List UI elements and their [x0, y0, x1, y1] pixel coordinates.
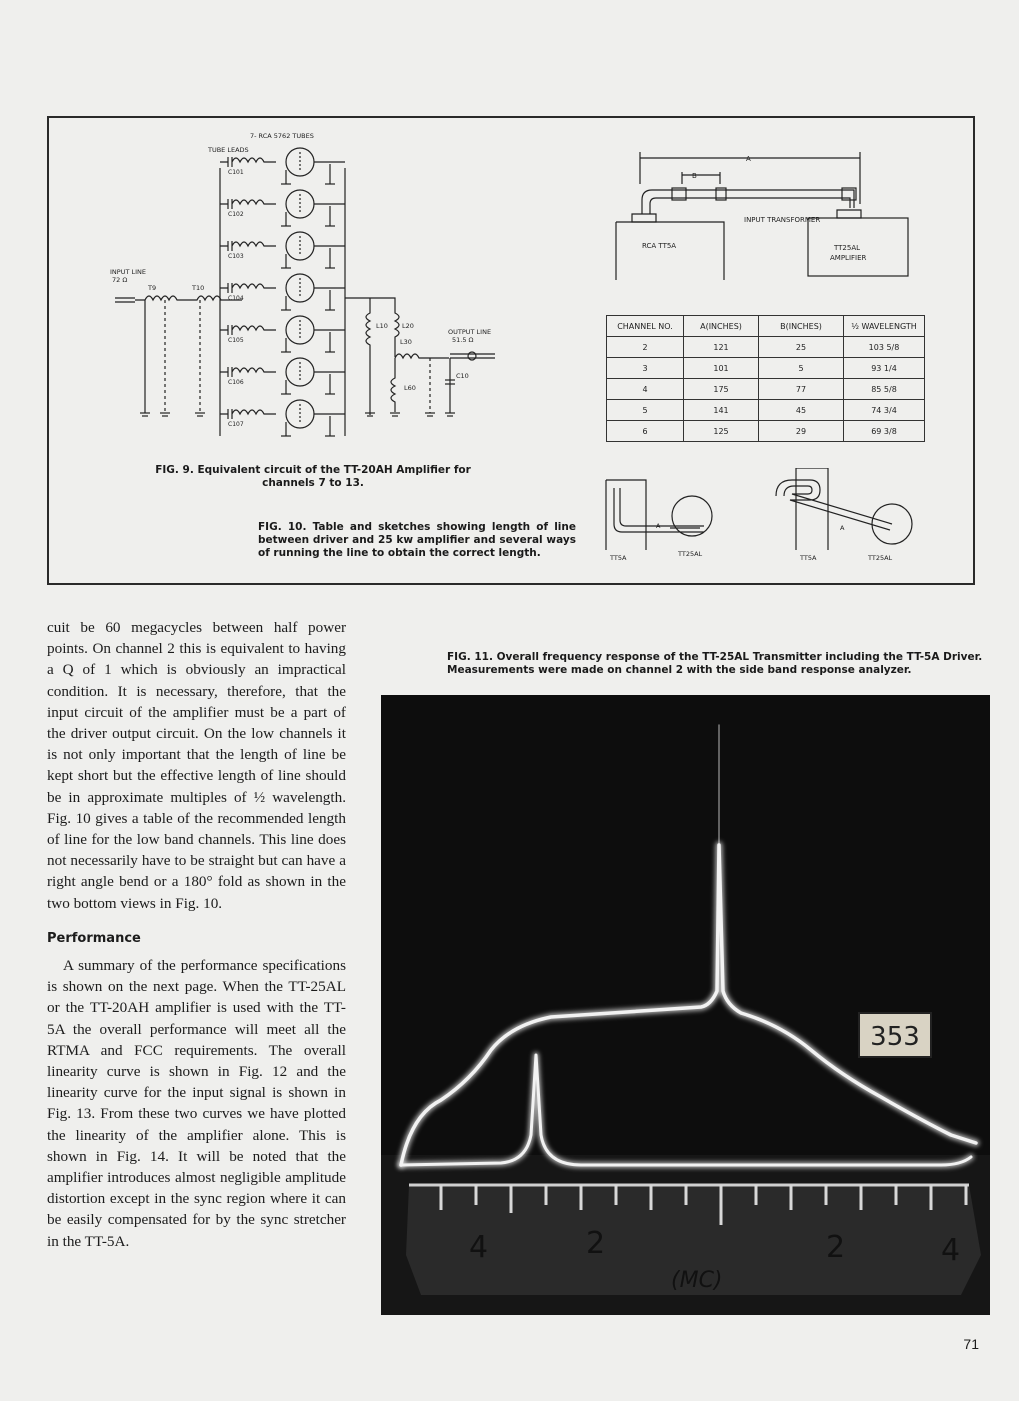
- scale-label: 2: [586, 1226, 606, 1261]
- table-cell: 103 5/8: [844, 337, 925, 358]
- body-column: [47, 617, 346, 1252]
- table-header: ½ WAVELENGTH: [844, 316, 925, 337]
- fig10-layout-sketch: [612, 144, 922, 284]
- fig9-l10: L10: [376, 322, 388, 330]
- table-cell: 25: [759, 337, 844, 358]
- table-row: [607, 421, 925, 442]
- fig9-l30: L30: [400, 338, 412, 346]
- table-cell: 85 5/8: [844, 379, 925, 400]
- fig10-caption: FIG. 10. Table and sketches showing length of line between driver and 25 kw amplifier and several ways of running the line to obtain the correct length.: [258, 521, 576, 559]
- fig10-label-tt5a-left: TT5A: [610, 554, 627, 562]
- table-header: CHANNEL NO.: [607, 316, 684, 337]
- fig9-output-ohms: 51.5 Ω: [452, 336, 474, 344]
- fig11-caption: FIG. 11. Overall frequency response of the TT-25AL Transmitter including the TT-5A Driver. Measurements were made on channel 2 with the side band response analyzer.: [447, 651, 983, 676]
- table-cell: 121: [684, 337, 759, 358]
- table-row: [607, 379, 925, 400]
- table-cell: 6: [607, 421, 684, 442]
- fig9-caption: FIG. 9. Equivalent circuit of the TT-20AH Amplifier for channels 7 to 13.: [155, 464, 471, 489]
- table-row: [607, 358, 925, 379]
- table-cell: 77: [759, 379, 844, 400]
- fig10-amp-box-2: AMPLIFIER: [830, 254, 867, 262]
- fig9-c10: C10: [456, 372, 469, 380]
- fig9-tube-leads: TUBE LEADS: [208, 146, 249, 154]
- fig9-t9: T9: [148, 284, 157, 292]
- fig9-tubes-label: 7- RCA 5762 TUBES: [250, 132, 314, 140]
- body-paragraph: cuit be 60 megacycles between half power points. On channel 2 this is equivalent to having a Q of 1 which is obviously an impractical condition. It is necessary, therefore, that the input circuit of the amplifier must be a part of the driver output circuit. On the low channels it is not only important that the length of line be kept short but the effective length of line should be in approximate multiples of ½ wavelength. Fig. 10 gives a table of the recommended length of line for the low band channels. This line does not necessarily have to be straight but can have a right angle bend or a 180° fold as shown in the two bottom views in Fig. 10.: [47, 619, 346, 912]
- scale-label: 4: [941, 1233, 961, 1268]
- table-cell: 3: [607, 358, 684, 379]
- fig9-cap-label: C102: [228, 211, 244, 218]
- fig9-l60: L60: [404, 384, 416, 392]
- fig9-cap-label: C105: [228, 337, 244, 344]
- fig9-output-line: OUTPUT LINE: [448, 328, 492, 336]
- table-cell: 45: [759, 400, 844, 421]
- table-cell: 5: [607, 400, 684, 421]
- table-cell: 69 3/8: [844, 421, 925, 442]
- fig9-input-ohms: 72 Ω: [112, 276, 128, 284]
- table-cell: 2: [607, 337, 684, 358]
- fig9-schematic: [100, 128, 530, 460]
- fig10-routing-sketches: [600, 468, 930, 568]
- scale-label: 2: [826, 1230, 846, 1265]
- oscilloscope-trace: [381, 695, 990, 1315]
- table-cell: 101: [684, 358, 759, 379]
- table-row: [607, 337, 925, 358]
- table-cell: 125: [684, 421, 759, 442]
- fig10-input-transformer: INPUT TRANSFORMER: [744, 216, 821, 224]
- table-cell: 74 3/4: [844, 400, 925, 421]
- fig10-label-a-right: A: [840, 524, 845, 532]
- photo-tag: 353: [870, 1022, 920, 1052]
- fig9-l20: L20: [402, 322, 414, 330]
- page-number: 71: [963, 1336, 979, 1352]
- fig9-cap-label: C107: [228, 421, 244, 428]
- fig9-cap-label: C101: [228, 169, 244, 176]
- body-paragraph: A summary of the performance specifications is shown on the next page. When the TT-25AL or the TT-20AH amplifier is used with the TT-5A the overall performance will meet all the RTMA and FCC requirements. The overall linearity curve is shown in Fig. 12 and the linearity curve for the input signal is shown in Fig. 13. From these two curves we have plotted the linearity of the amplifier alone. This is shown in Fig. 14. It will be noted that the amplifier introduces almost negligible amplitude distortion except in the sync region where it can be easily compensated for by the sync stretcher in the TT-5A.: [47, 957, 346, 1250]
- fig9-cap-label: C106: [228, 379, 244, 386]
- fig10-label-tt25al-left: TT25AL: [678, 550, 703, 558]
- table-header: B(INCHES): [759, 316, 844, 337]
- fig10-rca-box: RCA TT5A: [642, 242, 677, 250]
- fig9-cap-label: C104: [228, 295, 244, 302]
- table-row: [607, 400, 925, 421]
- fig10-label-tt5a-right: TT5A: [800, 554, 817, 562]
- table-cell: 4: [607, 379, 684, 400]
- section-heading: Performance: [47, 930, 141, 946]
- scale-label-units: (MC): [671, 1268, 723, 1293]
- fig10-label-a-left: A: [656, 522, 661, 530]
- fig10-dim-b: B: [692, 172, 697, 180]
- scale-label: 4: [469, 1230, 489, 1265]
- table-cell: 5: [759, 358, 844, 379]
- fig9-cap-label: C103: [228, 253, 244, 260]
- table-header: A(INCHES): [684, 316, 759, 337]
- fig9-input-line: INPUT LINE: [110, 268, 147, 276]
- fig10-table: [606, 315, 925, 442]
- table-cell: 93 1/4: [844, 358, 925, 379]
- table-cell: 175: [684, 379, 759, 400]
- fig11-photo: [381, 695, 990, 1315]
- table-cell: 29: [759, 421, 844, 442]
- table-header-row: [607, 316, 925, 337]
- fig9-t10: T10: [192, 284, 205, 292]
- table-cell: 141: [684, 400, 759, 421]
- fig10-dim-a: A: [746, 155, 751, 163]
- fig10-label-tt25al-right: TT25AL: [868, 554, 893, 562]
- fig10-amp-box-1: TT25AL: [834, 244, 861, 252]
